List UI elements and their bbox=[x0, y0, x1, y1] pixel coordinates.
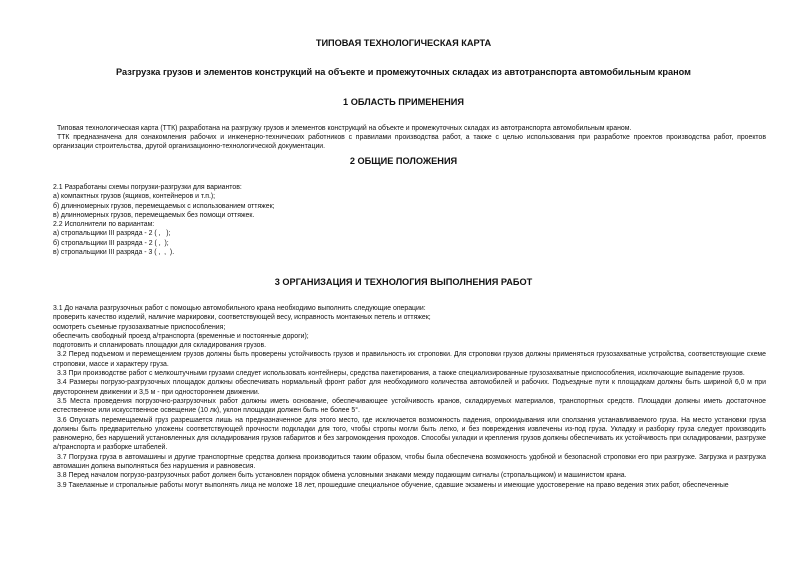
executor-marks-a: , ); bbox=[156, 230, 171, 238]
paragraph-3-7: 3.7 Погрузка груза в автомашины и другие транспортные средства должна производиться таким образом, чтобы была обеспечена возможность удобной и безопасной строповки его при разгрузке. Загрузка и разгрузка автомашин должна выполняться без нарушения и равновесия. bbox=[53, 453, 766, 471]
operation-item: проверить качество изделий, наличие маркировки, соответствующей весу, исправность монтажных петель и оттяжек; bbox=[53, 314, 431, 322]
section-3-body bbox=[53, 304, 766, 490]
executor-line-c: в) стропальщики III разряда - 3 ( bbox=[53, 249, 157, 257]
section-2-body bbox=[53, 183, 766, 257]
operation-item: обеспечить свободный проезд а/транспорта (временные и постоянные дороги); bbox=[53, 332, 309, 340]
paragraph-3-4: 3.4 Размеры погрузо-разгрузочных площадок должны обеспечивать нормальный фронт работ для необходимого количества автомобилей и рабочих. Подъездные пути к площадкам должны быть шириной 6,0 м при двустороннем движении и 3,5 м - при одностороннем движении. bbox=[53, 379, 766, 396]
section-2-line bbox=[53, 229, 766, 238]
paragraph-3-3: 3.3 При производстве работ с мелкоштучными грузами следует использовать контейнеры, средства пакетирования, а также специализированные грузозахватные приспособления, исключающие выпадение грузов. bbox=[57, 370, 745, 378]
section-2-line: 2.1 Разработаны схемы погрузки-разгрузки для вариантов: bbox=[53, 184, 242, 191]
section-3-heading: 3 ОРГАНИЗАЦИЯ И ТЕХНОЛОГИЯ ВЫПОЛНЕНИЯ РАБОТ bbox=[274, 277, 533, 287]
paragraph-3-8: 3.8 Перед началом погрузо-разгрузочных работ должен быть установлен порядок обмена условными знаками между подающим сигналы (стропальщиком) и машинистом крана. bbox=[57, 472, 627, 480]
executor-marks-b: , ); bbox=[156, 239, 169, 247]
section-1-paragraph-1: Типовая технологическая карта (ТТК) разработана на разгрузку грузов и элементов конструкций на объекте и промежуточных складах из автотранспорта автомобильным краном. bbox=[57, 125, 632, 132]
executor-line-b: б) стропальщики III разряда - 2 ( bbox=[53, 239, 157, 247]
section-2-line: а) компактных грузов (ящиков, контейнеров и т.п.); bbox=[53, 193, 216, 201]
executor-marks-c: , , ). bbox=[156, 249, 175, 257]
section-2-line: 2.2 Исполнители по вариантам: bbox=[53, 221, 155, 229]
paragraph-3-9: 3.9 Такелажные и стропальные работы могут выполнять лица не моложе 18 лет, прошедшие специальное обучение, сдавшие экзамены и имеющие удостоверение на право ведения этих работ, обеспеченные bbox=[57, 481, 729, 489]
document-title: ТИПОВАЯ ТЕХНОЛОГИЧЕСКАЯ КАРТА bbox=[315, 38, 492, 48]
section-2-line bbox=[53, 248, 766, 257]
operation-item: осмотреть съемные грузозахватные приспособления; bbox=[53, 323, 226, 331]
section-2-heading: 2 ОБЩИЕ ПОЛОЖЕНИЯ bbox=[349, 156, 458, 166]
executor-line-a: а) стропальщики III разряда - 2 ( bbox=[53, 230, 157, 238]
paragraph-3-5: 3.5 Места проведения погрузочно-разгрузочных работ должны иметь основание, обеспечивающее устойчивость кранов, складируемых материалов, транспортных средств. Площадки должны иметь достаточное естественное или искусственное освещение (10 лк), уклон площадки должен быть не более 5°. bbox=[53, 397, 766, 415]
document-subtitle: Разгрузка грузов и элементов конструкций на объекте и промежуточных складах из автотранспорта автомобильным краном bbox=[116, 67, 691, 77]
section-2-line: б) длинномерных грузов, перемещаемых с использованием оттяжек; bbox=[53, 202, 275, 210]
section-1-heading: 1 ОБЛАСТЬ ПРИМЕНЕНИЯ bbox=[343, 97, 464, 107]
section-2-line bbox=[53, 239, 766, 248]
section-2-line: в) длинномерных грузов, перемещаемых без помощи оттяжек. bbox=[53, 211, 255, 219]
section-1-body bbox=[53, 124, 766, 152]
paragraph-3-2: 3.2 Перед подъемом и перемещением грузов должны быть проверены устойчивость грузов и правильность их строповки. Для строповки грузов должны применяться грузозахватные устройства, соответствующие схеме строповки, массе и характеру груза. bbox=[53, 351, 766, 368]
paragraph-3-1: 3.1 До начала разгрузочных работ с помощью автомобильного крана необходимо выполнить следующие операции: bbox=[53, 305, 426, 312]
section-1-paragraph-2: ТТК предназначена для ознакомления рабочих и инженерно-технических работников с правилами производства работ, а также с целью использования при разработке проектов производства работ, проектов организации строительства, другой организационно-технологической документации. bbox=[53, 134, 766, 151]
paragraph-3-6: 3.6 Опускать перемещаемый груз разрешается лишь на предназначенное для этого место, где исключается возможность падения, опрокидывания или сползания устанавливаемого груза. На место установки груза должны быть предварительно уложены соответствующей прочности подкладки для того, чтобы стропы могли быть легко, и без повреждения извлечены из-под груза. Укладку и разборку груза следует производить равномерно, без нарушений установленных для складирования грузов габаритов и без загромождения проходов. Способы укладки и крепления грузов должны обеспечивать их устойчивость при складировании, разгрузке а/транспорта и разборке штабелей. bbox=[53, 416, 766, 452]
operation-item: подготовить и спланировать площадки для складирования грузов. bbox=[53, 342, 267, 350]
